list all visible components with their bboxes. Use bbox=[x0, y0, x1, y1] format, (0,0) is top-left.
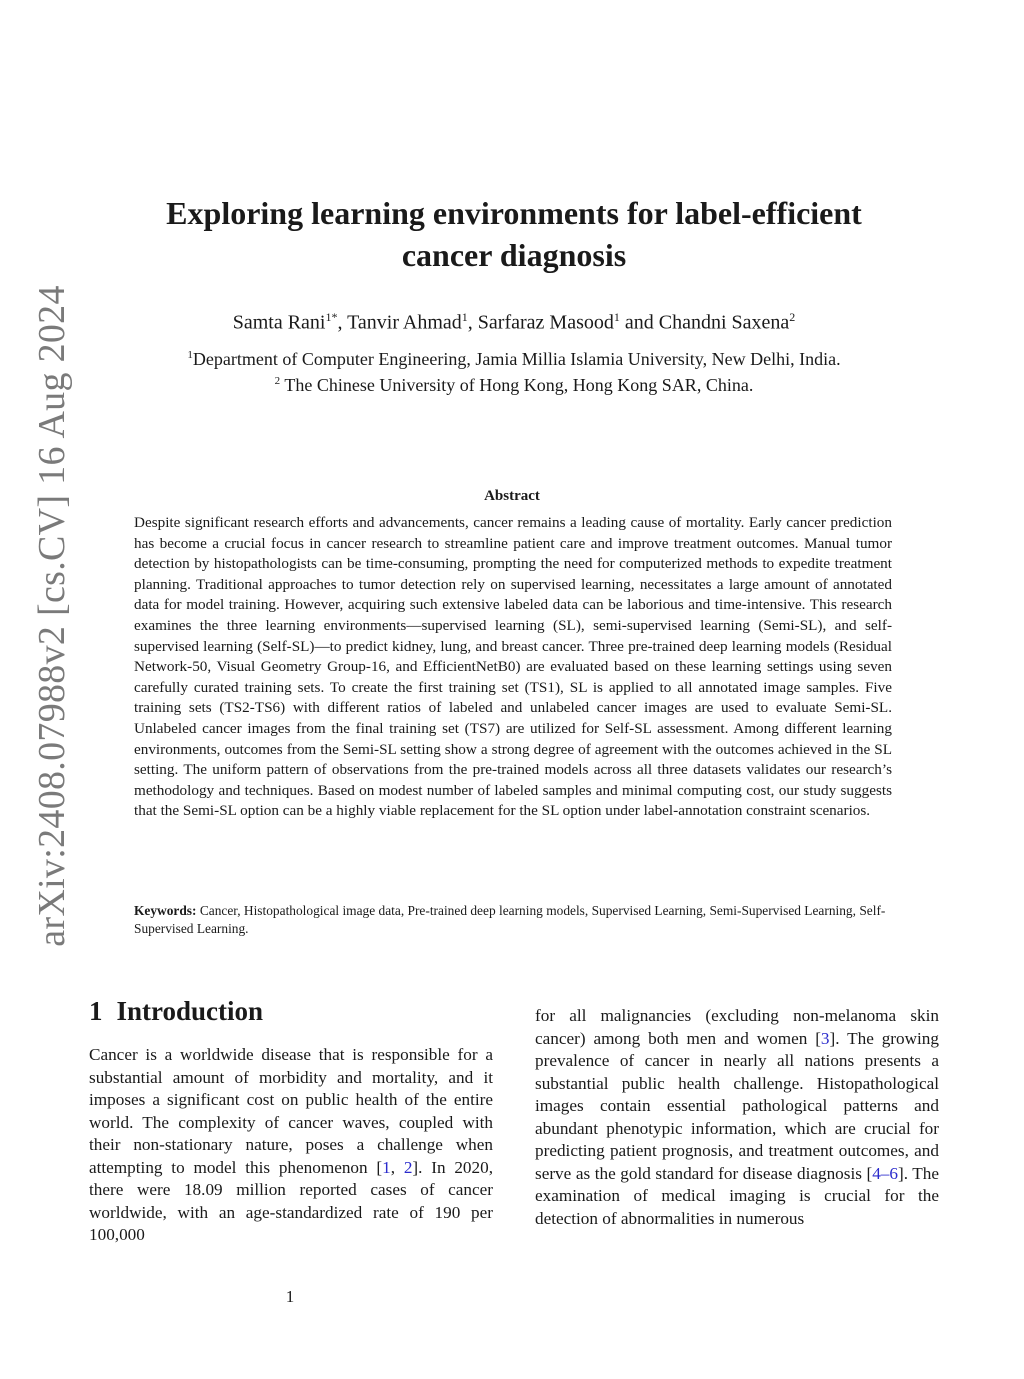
author-name: Sarfaraz Masood bbox=[477, 311, 614, 334]
section-number: 1 bbox=[89, 996, 103, 1026]
intro-text: ]. The examination of medical imaging is crucial for the detection of abnormalities in numerous bbox=[535, 1163, 939, 1228]
author-name: Chandni Saxena bbox=[658, 311, 790, 334]
abstract-body: Despite significant research efforts and advancements, cancer remains a leading cause of mortality. Early cancer prediction has become a crucial focus in cancer research to streamline patient care and improve treatment outcomes. Manual tumor detection by histopathologists can be time-consuming, prompting the need for computerized methods to expedite treatment planning. Traditional approaches to tumor detection rely on supervised learning, necessitates a large amount of annotated data for model training. However, acquiring such extensive labeled data can be laborious and time-intensive. This research examines the three learning environments—supervised learning (SL), semi-supervised learning (Semi-SL), and self-supervised learning (Self-SL)—to predict kidney, lung, and breast cancer. Three pre-trained deep learning models (Residual Network-50, Visual Geometry Group-16, and EfficientNetB0) are evaluated based on these learning settings using seven carefully curated training sets. To create the first training set (TS1), SL is applied to all annotated image samples. Five training sets (TS2-TS6) with different ratios of labeled and unlabeled cancer images are used to evaluate Semi-SL. Unlabeled cancer images from the final training set (TS7) are utilized for Self-SL assessment. Among different learning environments, outcomes from the Semi-SL setting show a strong degree of agreement with the outcomes achieved in the SL setting. The uniform pattern of observations from the pre-trained models across all three datasets validates our research’s methodology and techniques. Based on modest number of labeled samples and minimal computing cost, our study suggests that the Semi-SL option can be a highly viable replacement for the SL option under label-annotation constraint scenarios. bbox=[134, 514, 892, 820]
author-name: Samta Rani bbox=[232, 311, 326, 334]
intro-text: for all malignancies (excluding non-melanoma skin cancer) among both men and women [ bbox=[535, 1006, 939, 1048]
citation-link[interactable]: 1 bbox=[382, 1157, 391, 1177]
author-affiliation-mark: 1 bbox=[461, 310, 468, 324]
author-affiliation-mark: 1 bbox=[613, 310, 620, 324]
intro-text: , bbox=[390, 1157, 404, 1177]
author-list bbox=[110, 310, 918, 335]
keywords-label: Keywords: bbox=[134, 903, 197, 918]
affiliation-text: The Chinese University of Hong Kong, Hong Kong SAR, China. bbox=[280, 375, 754, 395]
paper-title bbox=[110, 192, 918, 276]
affiliation-2 bbox=[110, 375, 918, 396]
intro-left-column bbox=[89, 1044, 493, 1247]
page-number: 1 bbox=[285, 1287, 295, 1306]
affiliation-mark: 2 bbox=[274, 375, 281, 387]
affiliation-text: Department of Computer Engineering, Jamia Millia Islamia University, New Delhi, India. bbox=[192, 349, 841, 369]
intro-text: Cancer is a worldwide disease that is responsible for a substantial amount of morbidity and mortality, and it imposes a significant cost on public health of the entire world. The complexity of cancer waves, coupled with their non-stationary nature, poses a challenge when attempting to model this phenomenon [ bbox=[89, 1045, 493, 1177]
keywords bbox=[134, 902, 892, 938]
citation-link[interactable]: 2 bbox=[403, 1157, 413, 1177]
citation-link[interactable]: 4–6 bbox=[872, 1163, 898, 1183]
section-title: Introduction bbox=[116, 996, 264, 1026]
author-separator: , bbox=[467, 311, 478, 334]
section-heading bbox=[89, 996, 499, 1027]
intro-text: ]. In 2020, there were 18.09 million reported cases of cancer worldwide, with an age-standardized rate of 190 per 100,000 bbox=[89, 1157, 493, 1244]
citation-link[interactable]: 3 bbox=[820, 1028, 830, 1048]
author-name: Tanvir Ahmad bbox=[347, 311, 462, 334]
intro-text: ]. The growing prevalence of cancer in nearly all nations presents a substantial public health challenge. Histopathological images contain essential pathological patterns and abundant phenotypic information, which are crucial for predicting patient prognosis, and treatment outcomes, and serve as the gold standard for disease diagnosis [ bbox=[535, 1028, 939, 1183]
paper-title-line-2: cancer diagnosis bbox=[401, 237, 627, 273]
arxiv-identifier-text: arXiv:2408.07988v2 [cs.CV] 16 Aug 2024 bbox=[31, 285, 74, 947]
affiliation-1 bbox=[110, 349, 918, 370]
intro-right-column bbox=[535, 1005, 939, 1230]
author-separator: , bbox=[337, 311, 348, 334]
arxiv-identifier-stamp bbox=[30, 286, 74, 946]
abstract-heading: Abstract bbox=[484, 488, 540, 504]
paper-title-line-1: Exploring learning environments for label-efficient bbox=[166, 195, 862, 231]
keywords-text: Cancer, Histopathological image data, Pre-trained deep learning models, Supervised Learning, Semi-Supervised Learning, Self-Supervised Learning. bbox=[134, 903, 886, 936]
author-affiliation-mark: 1* bbox=[325, 310, 338, 324]
author-separator: and bbox=[619, 311, 659, 334]
affiliation-mark: 1 bbox=[187, 349, 193, 361]
author-affiliation-mark: 2 bbox=[789, 310, 796, 324]
